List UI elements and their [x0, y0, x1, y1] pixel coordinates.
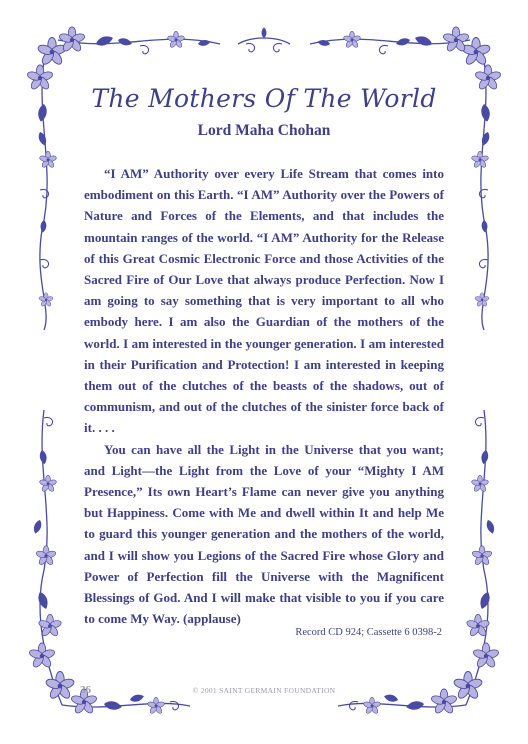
page-number: 36	[80, 684, 91, 696]
copyright-notice: © 2001 SAINT GERMAIN FOUNDATION	[192, 686, 336, 695]
page-title: The Mothers Of The World	[91, 84, 437, 113]
record-reference: Record CD 924; Cassette 6 0398-2	[295, 627, 442, 638]
body-text	[84, 163, 444, 629]
paragraph: You can have all the Light in the Universe that you want; and Light—the Light from the Love of your “Mighty I AM Presence,” Its own Heart’s Flame can never give you anything but Happiness. Come with Me and dwell within It and help Me to guard this younger generation and the mothers of the world, and I will show you Legions of the Sacred Fire whose Glory and Power of Perfection fill the Universe with the Magnificent Blessings of God. And I will make that visible to you if you care to come My Way. (applause)	[84, 441, 444, 627]
author-name: Lord Maha Chohan	[197, 122, 331, 139]
paragraph: “I AM” Authority over every Life Stream that comes into embodiment on this Earth. “I AM” Authority over the Powers of Nature and Forces of the Elements, and that includes the mountain ranges of the world. “I AM” Authority for the Release of this Great Cosmic Electronic Force and those Activities of the Sacred Fire of Our Love that always produce Perfection. Now I am going to say something that is very important to all who embody here. I am also the Guardian of the mothers of the world. I am interested in the younger generation. I am interested in their Purification and Protection! I am interested in keeping them out of the clutches of the beasts of the shadows, out of communism, and out of the clutches of the sinister force back of it. . . .	[84, 166, 444, 436]
